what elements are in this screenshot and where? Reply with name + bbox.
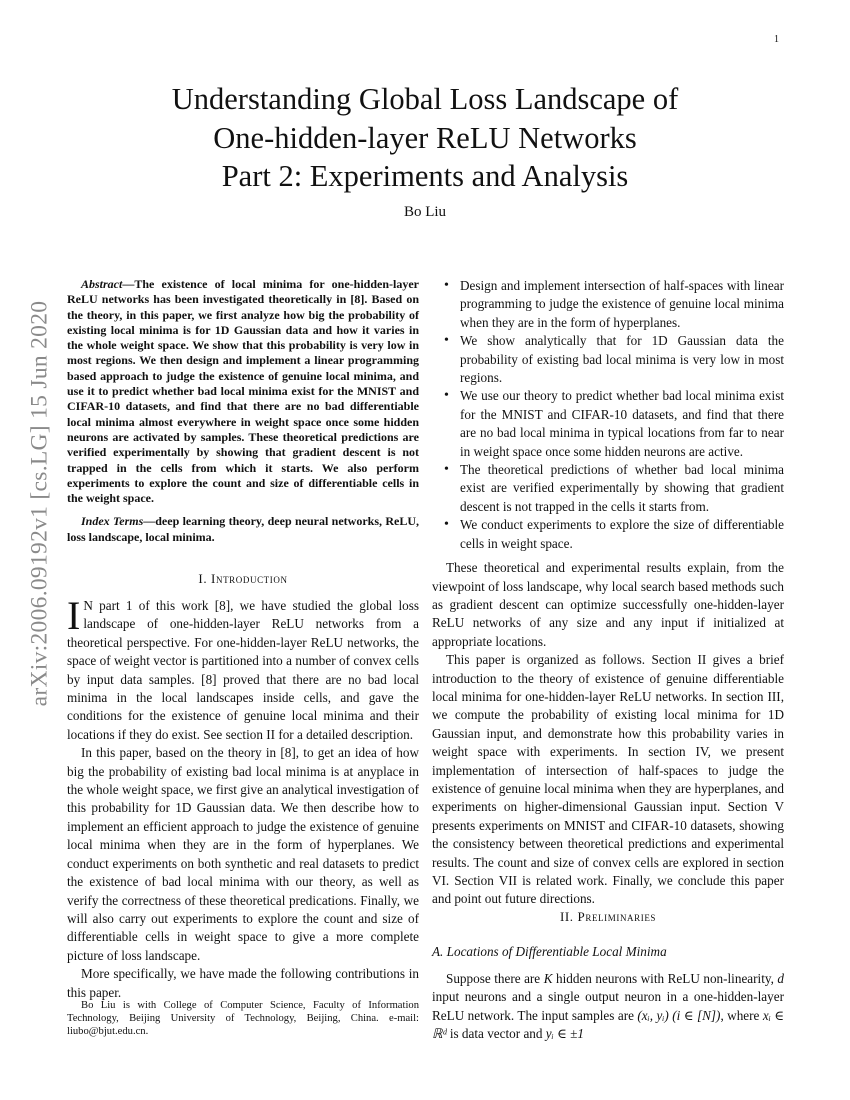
drop-cap: I: [67, 593, 81, 638]
arxiv-stamp: arXiv:2006.09192v1 [cs.LG] 15 Jun 2020: [26, 300, 53, 707]
organization-paragraph: This paper is organized as follows. Section II gives a brief introduction to the theory of existence of genuine differentiable local minima for one-hidden-layer ReLU networks. In section III, we compute the probability of existing local minima for 1D Gaussian input, and demonstrate how this probability varies in weight space with experiments. In section IV, we present implementation of intersection of half-spaces to judge the existence of genuine local minima when they are hyperplanes, and experiments on higher-dimensional Gaussian input. Section V presents experiments on MNIST and CIFAR-10 datasets, showing the consistency between theoretical predictions and experimental results. The count and size of convex cells are explored in section VI. Section VII is related work. Finally, we conclude this paper and point out future directions.: [432, 652, 784, 907]
title-line: Understanding Global Loss Landscape of: [171, 82, 679, 116]
abstract-label: Abstract: [81, 277, 123, 291]
index-terms-label: Index Terms: [81, 514, 144, 529]
introduction-body: [67, 593, 419, 1002]
section-title: Introduction: [211, 571, 288, 586]
subsection-heading: A. Locations of Differentiable Local Minima: [432, 944, 667, 959]
list-item: • The theoretical predictions of whether bad local minima exist are verified experimentally by showing that gradient descent is not trapped in the cells it starts from.: [460, 461, 784, 516]
page-number: 1: [774, 34, 779, 45]
list-item: • We use our theory to predict whether bad local minima exist for the MNIST and CIFAR-10 datasets, and find that there are no bad local minima in typical locations from far to near in weight space once some hidden neurons are active.: [460, 387, 784, 461]
footnote: Bo Liu is with College of Computer Science, Faculty of Information Technology, Beijing University of Technology, Beijing, China. e-mail: liubo@bjut.edu.cn.: [67, 1000, 419, 1037]
abstract: [67, 277, 419, 545]
intro-paragraph-3: More specifically, we have made the following contributions in this paper.: [67, 966, 419, 1000]
index-terms-text: —deep learning theory, deep neural networks, ReLU, loss landscape, local minima.: [67, 514, 419, 544]
list-item: • Design and implement intersection of half-spaces with linear programming to judge the existence of genuine local minima when they are in the form of hyperplanes.: [460, 277, 784, 332]
section-title: Preliminaries: [577, 909, 657, 924]
abstract-text: —The existence of local minima for one-hidden-layer ReLU networks has been investigated theoretically in [8]. Based on the theory, in this paper, we first analyze how big the probability of existing local minima is for 1D Gaussian data and how it varies in the whole weight space. We show that this probability is very low in most regions. We then design and implement a linear programming based approach to judge the existence of genuine local minima, and use it to predict whether bad local minima exist for the MNIST and CIFAR-10 datasets, and find that there are no bad differentiable local minima almost everywhere in weight space once some hidden neurons are activated by samples. These theoretical predictions are verified experimentally by showing that gradient descent is not trapped in the cells from which it starts. We also perform experiments to explore the count and size of differentiable cells in the weight space.: [67, 277, 419, 506]
results-paragraph: These theoretical and experimental results explain, from the viewpoint of loss landscape, why local search based methods such as gradient descent can optimize successfully one-hidden-layer ReLU networks of any size and any input if initialized at appropriate locations.: [432, 560, 784, 649]
list-item: • We show analytically that for 1D Gaussian data the probability of existing bad local minima is very low in most regions.: [460, 332, 784, 387]
preliminaries-paragraph: Suppose there are K hidden neurons with ReLU non-linearity, d input neurons and a single output neuron in a one-hidden-layer ReLU network. The input samples are (xᵢ, yᵢ) (i ∈ [N]), where xᵢ ∈ ℝᵈ is data vector and yᵢ ∈ ±1: [432, 971, 785, 1042]
list-item: • We conduct experiments to explore the size of differentiable cells in weight space.: [460, 516, 784, 553]
section-heading-preliminaries: II. Preliminaries: [559, 909, 657, 924]
title-line: Part 2: Experiments and Analysis: [221, 159, 629, 193]
intro-paragraph-2: In this paper, based on the theory in [8], to get an idea of how big the probability of existing bad local minima is at anyplace in the whole weight space, we first give an analytical investigation of this probability for 1D Gaussian data. We then describe how to implement an efficient approach to judge the existence of genuine local minima when they are in the form of hyperplanes. We conduct experiments on both synthetic and real datasets to predict the existence of bad local minima with our theory, as well as verify the correctness of these theoretical predications. Finally, we will also carry out experiments to explore the count and size of differentiable cells in weight space to give a more complete picture of loss landscape.: [67, 745, 419, 963]
author-name: Bo Liu: [403, 204, 447, 220]
section-heading-introduction: I. Introduction: [198, 571, 288, 586]
title-line: One-hidden-layer ReLU Networks: [213, 120, 637, 155]
right-column-body: [432, 277, 784, 909]
contributions-list: [432, 277, 784, 553]
preliminaries-body: [432, 970, 784, 1044]
intro-paragraph-1: N part 1 of this work [8], we have studied the global loss landscape of one-hidden-layer ReLU networks from a theoretical perspective. For one-hidden-layer ReLU networks, the space of weight vector is partitioned into a number of convex cells by input data samples. [8] proved that there are no bad local minima in the local landscapes inside cells, and gave the conditions for the existence of genuine local minima and their locations if they do exist. See section II for a detailed description.: [67, 598, 419, 742]
paper-title: [120, 80, 730, 196]
